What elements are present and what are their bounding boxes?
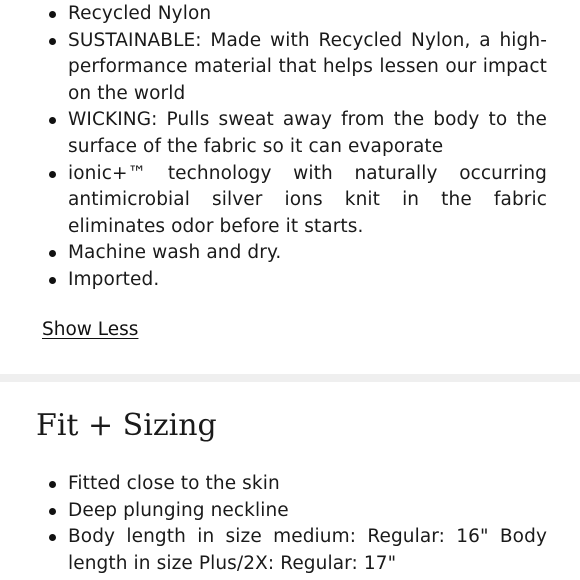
- feature-item: Recycled Nylon: [48, 1, 547, 28]
- fit-sizing-title: Fit + Sizing: [36, 408, 217, 443]
- fit-sizing-list: [48, 471, 547, 577]
- fit-item: Body length in size medium: Regular: 16" Body length in size Plus/2X: Regular: 17": [48, 524, 547, 577]
- fit-sizing-section: [0, 382, 580, 580]
- feature-item: SUSTAINABLE: Made with Recycled Nylon, a high-performance material that helps lessen our impact on the world: [48, 28, 547, 108]
- section-divider: [0, 374, 580, 382]
- feature-item: Imported.: [48, 267, 547, 294]
- fit-item: Deep plunging neckline: [48, 498, 547, 525]
- feature-item: WICKING: Pulls sweat away from the body to the surface of the fabric so it can evaporate: [48, 107, 547, 160]
- fit-item: Fitted close to the skin: [48, 471, 547, 498]
- feature-item: ionic+™ technology with naturally occurring antimicrobial silver ions knit in the fabric eliminates odor before it starts.: [48, 161, 547, 241]
- show-less-link[interactable]: Show Less: [42, 319, 139, 340]
- feature-item: Machine wash and dry.: [48, 240, 547, 267]
- feature-list: [48, 1, 547, 294]
